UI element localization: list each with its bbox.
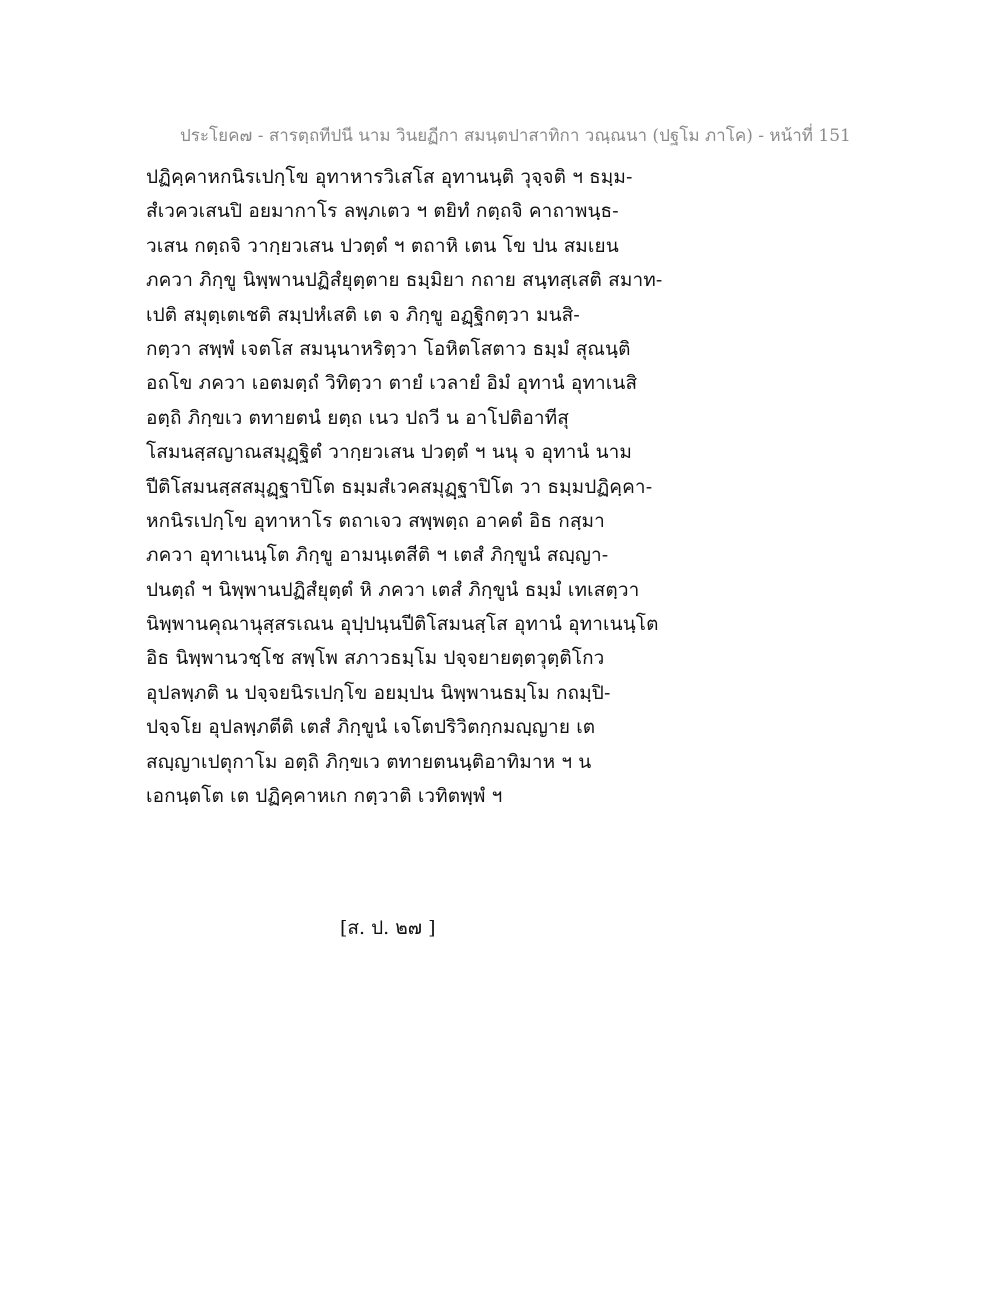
text-line-9: โสมนสฺสญาณสมุฏฺฐิตํ วากฺยวเสน ปวตฺตํ ฯ นนุ จ อุทานํ นาม	[146, 441, 633, 464]
text-line-17: ปจฺจโย อุปลพฺภตีติ เตสํ ภิกฺขูนํ เจโตปริวิตกฺกมญฺญาย เต	[146, 716, 596, 739]
text-line-10: ปีติโสมนสฺสสมุฏฺฐาปิโต ธมฺมสํเวคสมุฏฺฐาปิโต วา ธมฺมปฏิคฺคา-	[146, 475, 653, 498]
page-header: ประโยค๗ - สารตฺถทีปนี นาม วินยฏีกา สมนฺตปาสาทิกา วณฺณนา (ปฐโม ภาโค) - หน้าที่ 151	[180, 126, 851, 146]
text-line-11: หกนิรเปกฺโข อุทาหาโร ตถาเจว สพฺพตฺถ อาคตํ อิธ กสฺมา	[146, 509, 605, 532]
text-line-13: ปนตฺถํ ฯ นิพฺพานปฏิสํยุตฺตํ หิ ภควา เตสํ ภิกฺขูนํ ธมฺมํ เทเสตฺวา	[146, 578, 640, 601]
body-text	[146, 160, 706, 813]
text-line-8: อตฺถิ ภิกฺขเว ตทายตนํ ยตฺถ เนว ปถวี น อาโปติอาทีสุ	[146, 406, 569, 429]
text-line-1: ปฏิคฺคาหกนิรเปกฺโข อุทาหารวิเสโส อุทานนฺติ วุจฺจติ ฯ ธมฺม-	[146, 166, 633, 188]
text-line-14: นิพฺพานคุณานุสฺสรเณน อุปฺปนฺนปีติโสมนสฺโส อุทานํ อุทาเนนฺโต	[146, 613, 659, 636]
text-line-19: เอกนฺตโต เต ปฏิคฺคาหเก กตฺวาติ เวทิตพฺพํ ฯ	[146, 785, 503, 808]
text-line-2: สํเวควเสนปิ อยมากาโร ลพฺภเตว ฯ ตยิทํ กตฺถจิ คาถาพนฺธ-	[146, 200, 619, 223]
text-line-7: อถโข ภควา เอตมตฺถํ วิทิตฺวา ตายํ เวลายํ อิมํ อุทานํ อุทาเนสิ	[146, 372, 638, 395]
text-line-15: อิธ นิพฺพานวชฺโช สพฺโพ สภาวธมฺโม ปจฺจยายตฺตวุตฺติโกว	[146, 647, 605, 670]
text-line-3: วเสน กตฺถจิ วากฺยวเสน ปวตฺตํ ฯ ตถาหิ เตน โข ปน สมเยน	[146, 234, 619, 257]
text-line-5: เปติ สมุตฺเตเชติ สมฺปหํเสติ เต จ ภิกฺขู อฏฺฐิกตฺวา มนสิ-	[146, 303, 580, 326]
text-line-6: กตฺวา สพฺพํ เจตโส สมนฺนาหริตฺวา โอหิตโสตาว ธมฺมํ สุณนฺติ	[146, 337, 631, 360]
text-line-18: สญฺญาเปตุกาโม อตฺถิ ภิกฺขเว ตทายตนนฺติอาทิมาห ฯ น	[146, 750, 592, 773]
text-line-4: ภควา ภิกฺขู นิพฺพานปฏิสํยุตฺตาย ธมฺมิยา กถาย สนฺทสฺเสติ สมาท-	[146, 269, 663, 292]
text-line-12: ภควา อุทาเนนฺโต ภิกฺขู อามนฺเตสีติ ฯ เตสํ ภิกฺขูนํ สญฺญา-	[146, 544, 609, 567]
text-line-16: อุปลพฺภติ น ปจฺจยนิรเปกฺโข อยมฺปน นิพฺพานธมฺโม กถมฺปิ-	[146, 681, 611, 704]
page-reference: [ส. ป. ๒๗ ]	[340, 917, 436, 939]
